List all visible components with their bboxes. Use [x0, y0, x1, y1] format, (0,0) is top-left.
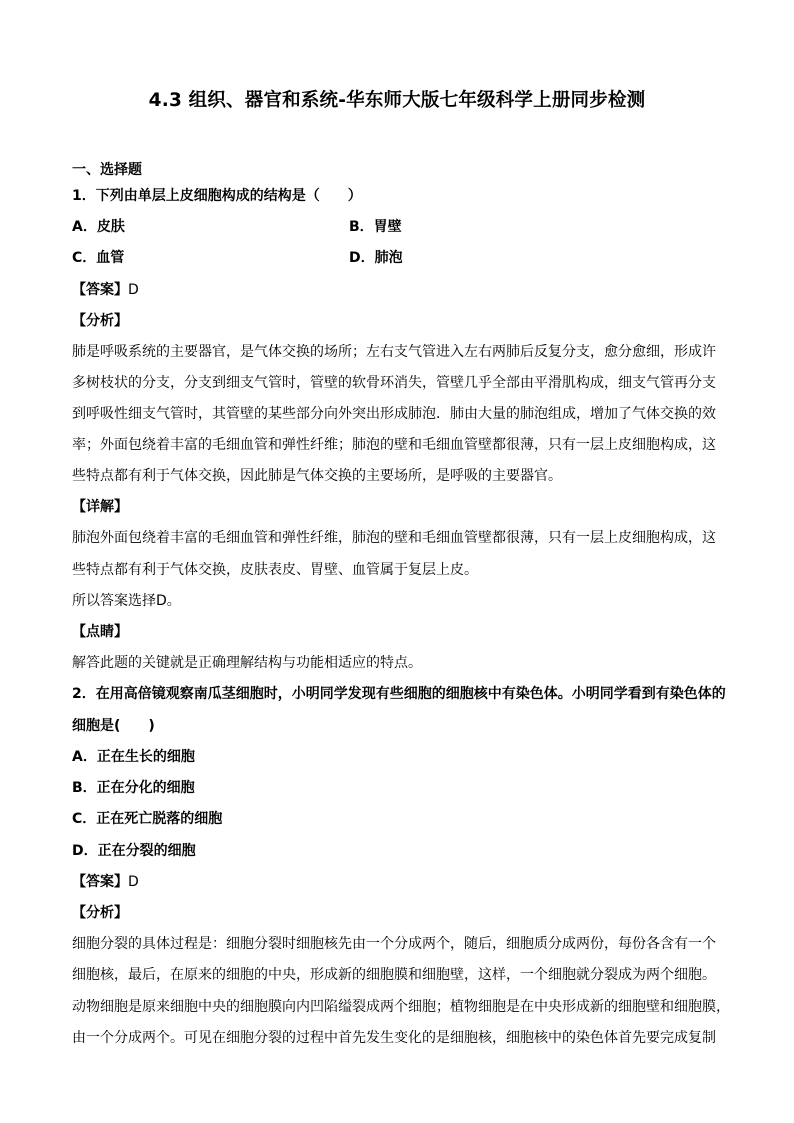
q2-stem-line: 细胞是( ) — [72, 718, 155, 734]
q2-answer-label: 【答案】 — [72, 874, 128, 890]
document-title: 4.3 组织、器官和系统-华东师大版七年级科学上册同步检测 — [148, 90, 646, 111]
q1-option-d: D．肺泡 — [349, 250, 403, 266]
q2-answer-value: D — [128, 874, 139, 890]
q1-analysis-line: 多树枝状的分支，分支到细支气管时，管壁的软骨环消失，管壁几乎全部由平滑肌构成，细支气管再分支 — [72, 375, 716, 391]
q1-answer — [72, 280, 139, 300]
q2-option-d: D．正在分裂的细胞 — [72, 843, 196, 859]
q1-detail-line: 所以答案选择D。 — [72, 593, 181, 609]
q1-comment-line: 解答此题的关键就是正确理解结构与功能相适应的特点。 — [72, 655, 422, 671]
q2-analysis-line: 细胞分裂的具体过程是：细胞分裂时细胞核先由一个分成两个，随后，细胞质分成两份，每份各含有一个 — [72, 936, 716, 952]
q2-option-c: C．正在死亡脱落的细胞 — [72, 811, 223, 827]
q2-option-b: B．正在分化的细胞 — [72, 780, 195, 796]
q1-option-b: B．胃壁 — [349, 219, 402, 235]
q1-detail-label: 【详解】 — [72, 499, 128, 515]
q2-analysis-label: 【分析】 — [72, 905, 128, 921]
q2-analysis-line: 细胞核，最后，在原来的细胞的中央，形成新的细胞膜和细胞壁，这样，一个细胞就分裂成为两个细胞。 — [72, 967, 716, 983]
q1-stem: 1．下列由单层上皮细胞构成的结构是（ ） — [72, 188, 362, 204]
q1-detail-line: 些特点都有利于气体交换，皮肤表皮、胃壁、血管属于复层上皮。 — [72, 562, 478, 578]
q1-comment-label: 【点睛】 — [72, 624, 128, 640]
q1-analysis-line: 些特点都有利于气体交换，因此肺是气体交换的主要场所，是呼吸的主要器官。 — [72, 468, 562, 484]
q2-analysis-line: 动物细胞是原来细胞中央的细胞膜向内凹陷缢裂成两个细胞；植物细胞是在中央形成新的细胞壁和细胞膜， — [72, 999, 730, 1015]
q1-option-a: A．皮肤 — [72, 219, 125, 235]
q2-answer — [72, 872, 139, 892]
q1-analysis-line: 率；外面包绕着丰富的毛细血管和弹性纤维；肺泡的壁和毛细血管壁都很薄，只有一层上皮细胞构成，这 — [72, 437, 716, 453]
q1-answer-label: 【答案】 — [72, 282, 128, 298]
q1-analysis-label: 【分析】 — [72, 313, 128, 329]
section-heading: 一、选择题 — [72, 162, 142, 178]
q2-option-a: A．正在生长的细胞 — [72, 749, 195, 765]
q1-answer-value: D — [128, 282, 139, 298]
q2-analysis-line: 由一个分成两个。可见在细胞分裂的过程中首先发生变化的是细胞核，细胞核中的染色体首先要完成复制 — [72, 1030, 716, 1046]
q1-detail-line: 肺泡外面包绕着丰富的毛细血管和弹性纤维，肺泡的壁和毛细血管壁都很薄，只有一层上皮细胞构成，这 — [72, 530, 716, 546]
q2-stem-line: 2．在用高倍镜观察南瓜茎细胞时，小明同学发现有些细胞的细胞核中有染色体。小明同学看到有染色体的 — [72, 686, 726, 702]
q1-option-c: C．血管 — [72, 250, 125, 266]
q1-analysis-line: 肺是呼吸系统的主要器官，是气体交换的场所；左右支气管进入左右两肺后反复分支，愈分愈细，形成许 — [72, 344, 716, 360]
q1-analysis-line: 到呼吸性细支气管时，其管壁的某些部分向外突出形成肺泡．肺由大量的肺泡组成，增加了气体交换的效 — [72, 406, 716, 422]
